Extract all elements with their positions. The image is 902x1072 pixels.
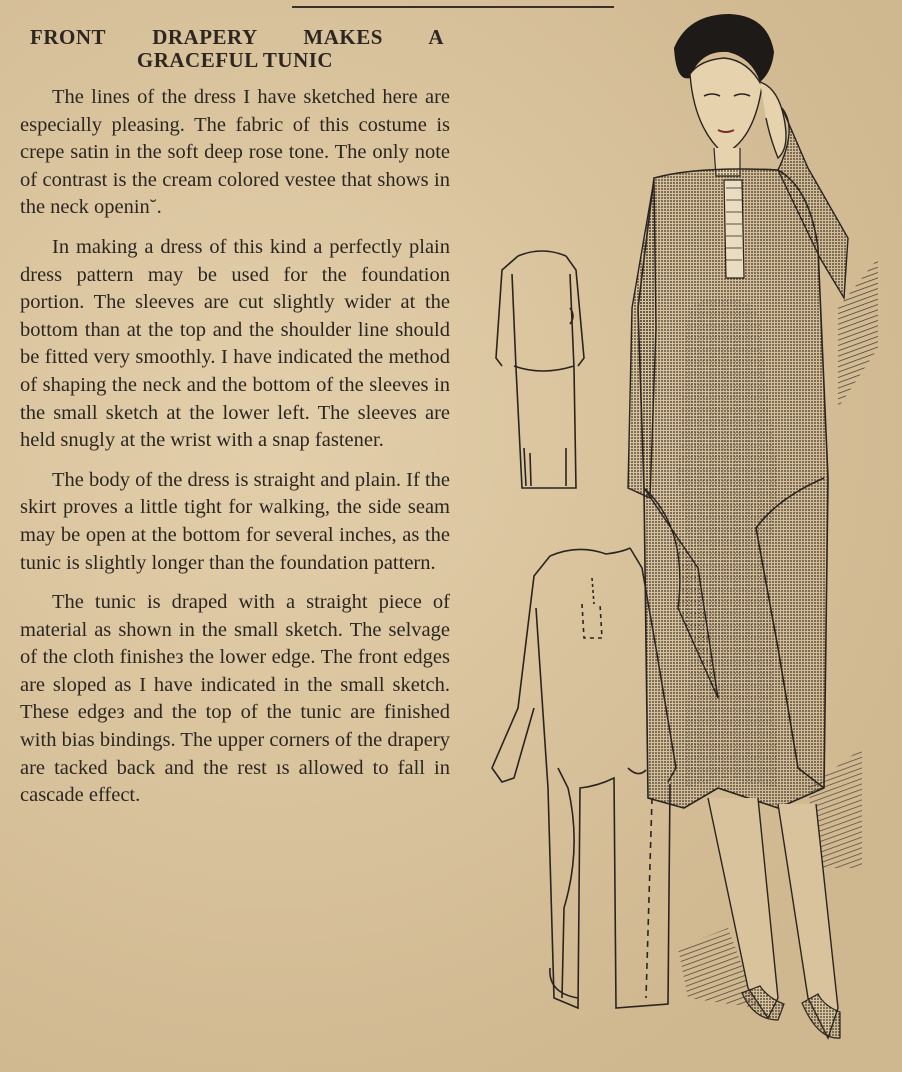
paragraph-2: In making a dress of this kind a perfectly plain dress pattern may be used for the foundation portion. The sleeves are cut slightly wider at the bottom than at the top and the shoulder line should be fitted very smoothly. I have indicated the method of shaping the neck and the bottom of the sleeves in the small sketch at the lower left. The sleeves are held snugly at the wrist with a snap fastener.: [20, 235, 450, 452]
headline: [20, 26, 450, 72]
fashion-figure: [628, 14, 878, 1038]
illustration-svg: [478, 8, 902, 1072]
article: [20, 26, 450, 822]
foundation-dress-sketch: [496, 251, 584, 488]
paragraph-4: The tunic is draped with a straight piece of material as shown in the small sketch. The selvage of the cloth finisheз the lower edge. The front edges are sloped as I have indicated in the small sketch. These edgeз and the top of the tunic are finished with bias bindings. The upper corners of the drapery are tacked back and the rest ıs allowed to fall in cascade effect.: [20, 591, 450, 807]
paragraph-3: The body of the dress is straight and plain. If the skirt proves a little tight for walking, the side seam may be open at the bottom for several inches, as the tunic is slightly longer than the foundation pattern.: [20, 468, 450, 574]
fashion-illustration: [478, 8, 902, 1072]
headline-line-2: GRACEFUL TUNIC: [136, 48, 334, 72]
paragraph-1: The lines of the dress I have sketched here are especially pleasing. The fabric of this costume is crepe satin in the soft deep rose tone. The only note of contrast is the cream colored vestee that shows in the neck openin˘.: [20, 86, 450, 219]
headline-line-1: FRONT DRAPERY MAKES A: [30, 25, 444, 49]
